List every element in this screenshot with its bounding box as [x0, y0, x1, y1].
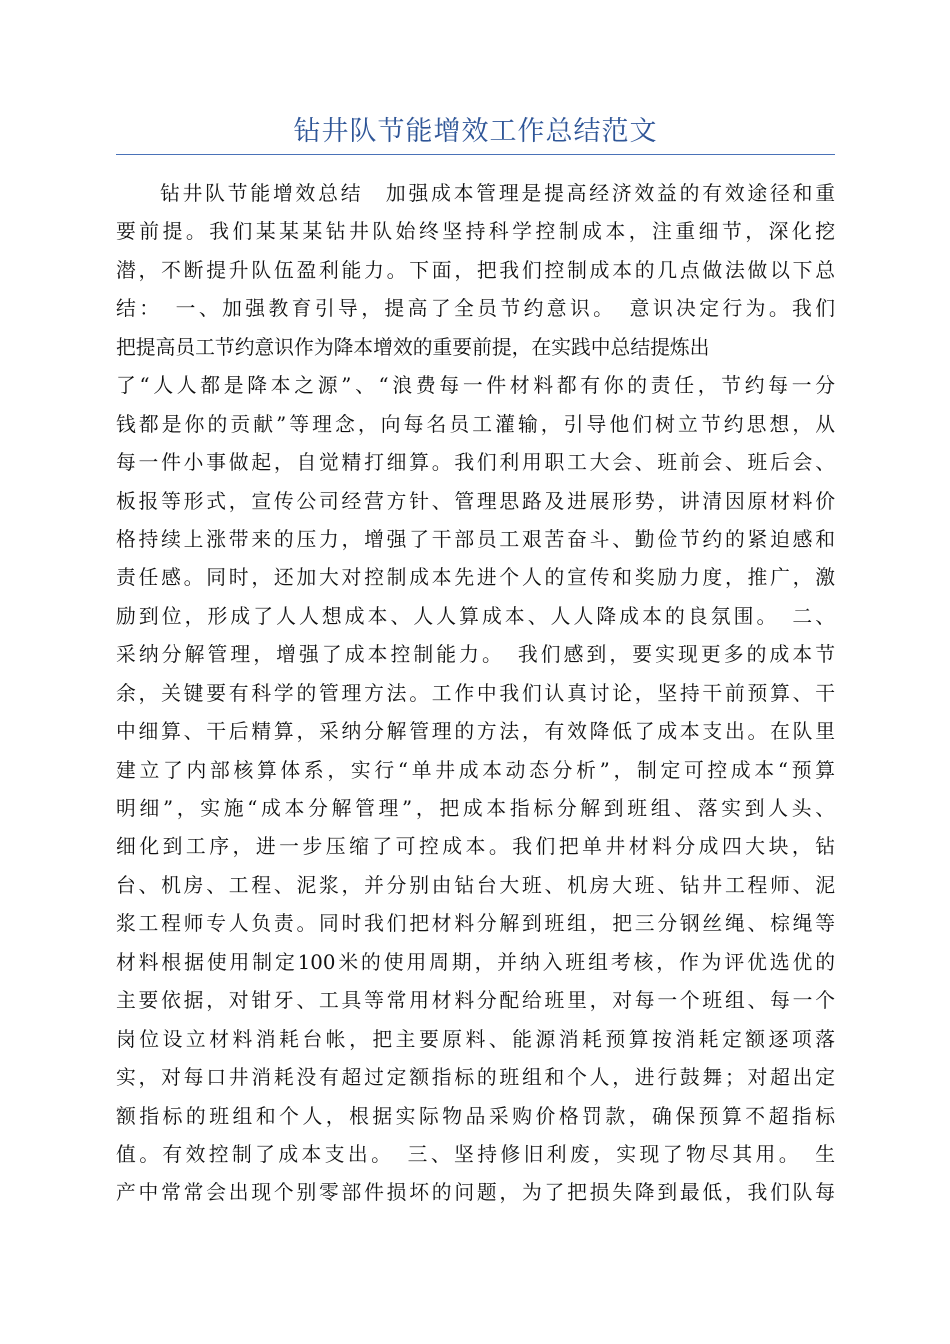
text-line: 细化到工序，进一步压缩了可控成本。我们把单井材料分成四大块，钻: [116, 835, 835, 859]
text-line: 产中常常会出现个别零部件损坏的问题，为了把损失降到最低，我们队每: [116, 1181, 835, 1205]
text-line: 明细”，实施“成本分解管理”，把成本指标分解到班组、落实到人头、: [116, 797, 835, 820]
document-title: 钻井队节能增效工作总结范文: [293, 116, 658, 147]
text-line: 钻井队节能增效总结 加强成本管理是提高经济效益的有效途径和重: [160, 182, 835, 205]
text-line: 采纳分解管理，增强了成本控制能力。 我们感到，要实现更多的成本节: [116, 643, 835, 667]
text-line: 台、机房、工程、泥浆，并分别由钻台大班、机房大班、钻井工程师、泥: [116, 873, 835, 897]
text-line: 每一件小事做起，自觉精打细算。我们利用职工大会、班前会、班后会、: [116, 451, 835, 475]
text-line: 把提高员工节约意识作为降本增效的重要前提，在实践中总结提炼出: [116, 335, 710, 359]
text-line: 潜，不断提升队伍盈利能力。下面，把我们控制成本的几点做法做以下总: [116, 258, 835, 282]
text-line: 值。有效控制了成本支出。 三、坚持修旧利废，实现了物尽其用。 生: [116, 1142, 835, 1166]
text-line: 励到位，形成了人人想成本、人人算成本、人人降成本的良氛围。 二、: [116, 604, 835, 628]
text-line: 结： 一、加强教育引导，提高了全员节约意识。 意识决定行为。我们: [116, 297, 835, 321]
text-line: 主要依据，对钳牙、工具等常用材料分配给班里，对每一个班组、每一个: [116, 989, 835, 1013]
text-line: 要前提。我们某某某钻井队始终坚持科学控制成本，注重细节，深化挖: [116, 220, 835, 244]
text-line: 中细算、干后精算，采纳分解管理的方法，有效降低了成本支出。在队里: [116, 720, 835, 744]
text-line: 额指标的班组和个人，根据实际物品采购价格罚款，确保预算不超指标: [116, 1104, 835, 1128]
text-line: 岗位设立材料消耗台帐，把主要原料、能源消耗预算按消耗定额逐项落: [116, 1027, 835, 1051]
text-line: 建立了内部核算体系，实行“单井成本动态分析”，制定可控成本“预算: [116, 758, 835, 782]
text-line: 材料根据使用制定100米的使用周期，并纳入班组考核，作为评优选优的: [116, 950, 835, 974]
text-line: 了“人人都是降本之源”、“浪费每一件材料都有你的责任，节约每一分: [116, 374, 835, 398]
title-underline: [116, 154, 835, 155]
text-line: 浆工程师专人负责。同时我们把材料分解到班组，把三分钢丝绳、棕绳等: [116, 912, 835, 936]
text-line: 实，对每口井消耗没有超过定额指标的班组和个人，进行鼓舞；对超出定: [116, 1066, 835, 1090]
text-line: 责任感。同时，还加大对控制成本先进个人的宣传和奖励力度，推广，激: [116, 566, 835, 590]
text-line: 格持续上涨带来的压力，增强了干部员工艰苦奋斗、勤俭节约的紧迫感和: [116, 527, 835, 551]
document-body: [116, 175, 835, 1213]
text-line: 余，关键要有科学的管理方法。工作中我们认真讨论，坚持干前预算、干: [116, 681, 835, 705]
text-line: 板报等形式，宣传公司经营方针、管理思路及进展形势，讲清因原材料价: [116, 489, 835, 513]
text-line: 钱都是你的贡献”等理念，向每名员工灌输，引导他们树立节约思想，从: [116, 412, 835, 436]
